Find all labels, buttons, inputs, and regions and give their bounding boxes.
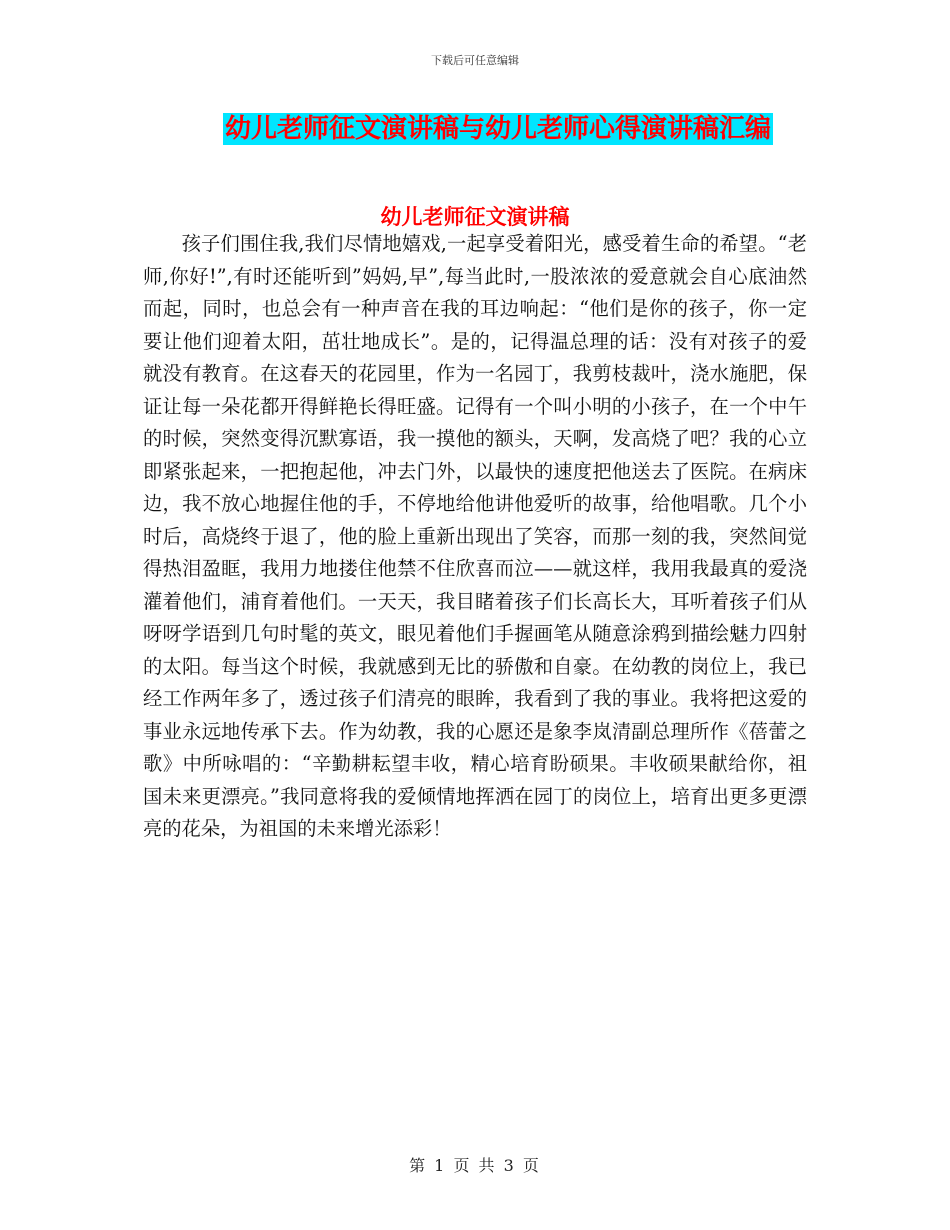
main-title-container [0,113,950,145]
document-main-title: 幼儿老师征文演讲稿与幼儿老师心得演讲稿汇编 [224,114,771,144]
section-title: 幼儿老师征文演讲稿 [380,204,570,229]
page-number-footer: 第 1 页 共 3 页 [409,1156,541,1175]
page-header-note: 下载后可任意编辑 [431,54,519,67]
body-paragraph: 孩子们围住我,我们尽情地嬉戏,一起享受着阳光，感受着生命的希望。“老师,你好!”,有时还能听到”妈妈,早”,每当此时,一股浓浓的爱意就会自心底油然而起，同时，也总会有一种声音在我的耳边响起：“他们是你的孩子，你一定要让他们迎着太阳，茁壮地成长”。是的，记得温总理的话：没有对孩子的爱就没有教育。在这春天的花园里，作为一名园丁，我剪枝裁叶，浇水施肥，保证让每一朵花都开得鲜艳长得旺盛。记得有一个叫小明的小孩子，在一个中午的时候，突然变得沉默寡语，我一摸他的额头，天啊，发高烧了吧？我的心立即紧张起来，一把抱起他，冲去门外，以最快的速度把他送去了医院。在病床边，我不放心地握住他的手，不停地给他讲他爱听的故事，给他唱歌。几个小时后，高烧终于退了，他的脸上重新出现出了笑容，而那一刻的我，突然间觉得热泪盈眶，我用力地搂住他禁不住欣喜而泣——就这样，我用我最真的爱浇灌着他们，浦育着他们。一天天，我目睹着孩子们长高长大，耳听着孩子们从呀呀学语到几句时髦的英文，眼见着他们手握画笔从随意涂鸦到描绘魅力四射的太阳。每当这个时候，我就感到无比的骄傲和自豪。在幼教的岗位上，我已经工作两年多了，透过孩子们清亮的眼眸，我看到了我的事业。我将把这爱的事业永远地传承下去。作为幼教，我的心愿还是象李岚清副总理所作《蓓蕾之歌》中所咏唱的：“辛勤耕耘望丰收，精心培育盼硕果。丰收硕果献给你，祖国未来更漂亮。”我同意将我的爱倾情地挥洒在园丁的岗位上，培育出更多更漂亮的花朵，为祖国的未来增光添彩！ [143,232,807,840]
